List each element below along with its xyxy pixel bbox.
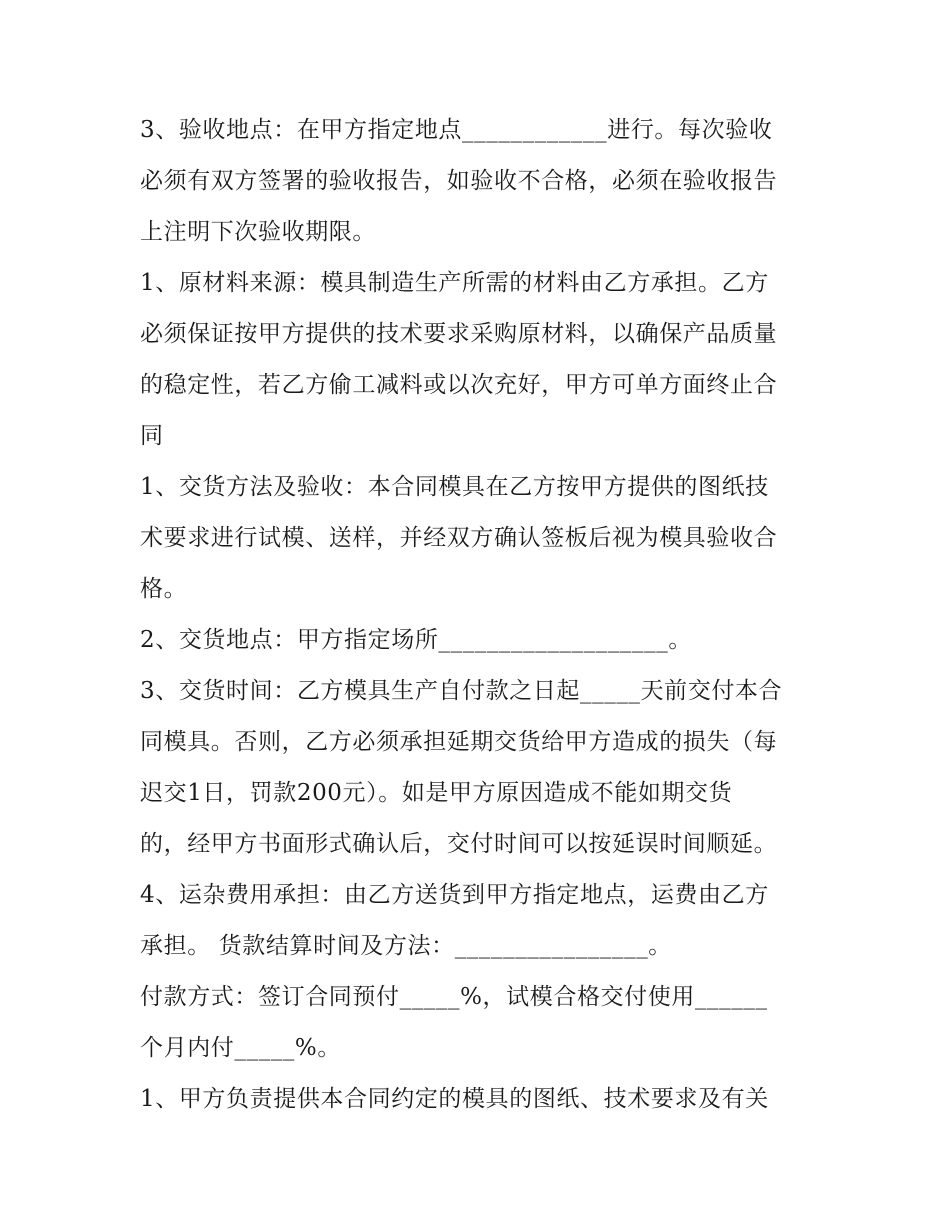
text-line: 3、交货时间：乙方模具生产自付款之日起_____天前交付本合 [140, 678, 783, 704]
text-line: 上注明下次验收期限。 [140, 219, 376, 245]
text-line: 同 [140, 423, 164, 449]
text-line: 4、运杂费用承担：由乙方送货到甲方指定地点，运费由乙方 [140, 882, 769, 908]
text-line: 术要求进行试模、送样，并经双方确认签板后视为模具验收合 [140, 525, 778, 551]
text-line: 格。 [140, 576, 188, 602]
text-line: 必须保证按甲方提供的技术要求采购原材料，以确保产品质量 [140, 321, 778, 347]
text-line: 承担。 货款结算时间及方法：________________。 [140, 933, 672, 959]
text-line: 付款方式：签订合同预付_____%，试模合格交付使用______ [140, 984, 768, 1010]
text-line: 1、甲方负责提供本合同约定的模具的图纸、技术要求及有关 [140, 1086, 769, 1112]
text-line: 必须有双方签署的验收报告，如验收不合格，必须在验收报告 [140, 168, 778, 194]
text-line: 的，经甲方书面形式确认后，交付时间可以按延误时间顺延。 [140, 831, 778, 857]
text-line: 1、交货方法及验收：本合同模具在乙方按甲方提供的图纸技 [140, 474, 769, 500]
text-line: 迟交1日，罚款200元）。如是甲方原因造成不能如期交货 [140, 780, 733, 806]
text-line: 的稳定性，若乙方偷工减料或以次充好，甲方可单方面终止合 [140, 372, 778, 398]
text-line: 1、原材料来源：模具制造生产所需的材料由乙方承担。乙方 [140, 270, 769, 296]
text-line: 同模具。否则，乙方必须承担延期交货给甲方造成的损失（每 [140, 729, 778, 755]
text-line: 3、验收地点：在甲方指定地点____________进行。每次验收 [140, 117, 773, 143]
text-line: 2、交货地点：甲方指定场所___________________。 [140, 627, 692, 653]
text-line: 个月内付_____%。 [140, 1035, 341, 1061]
